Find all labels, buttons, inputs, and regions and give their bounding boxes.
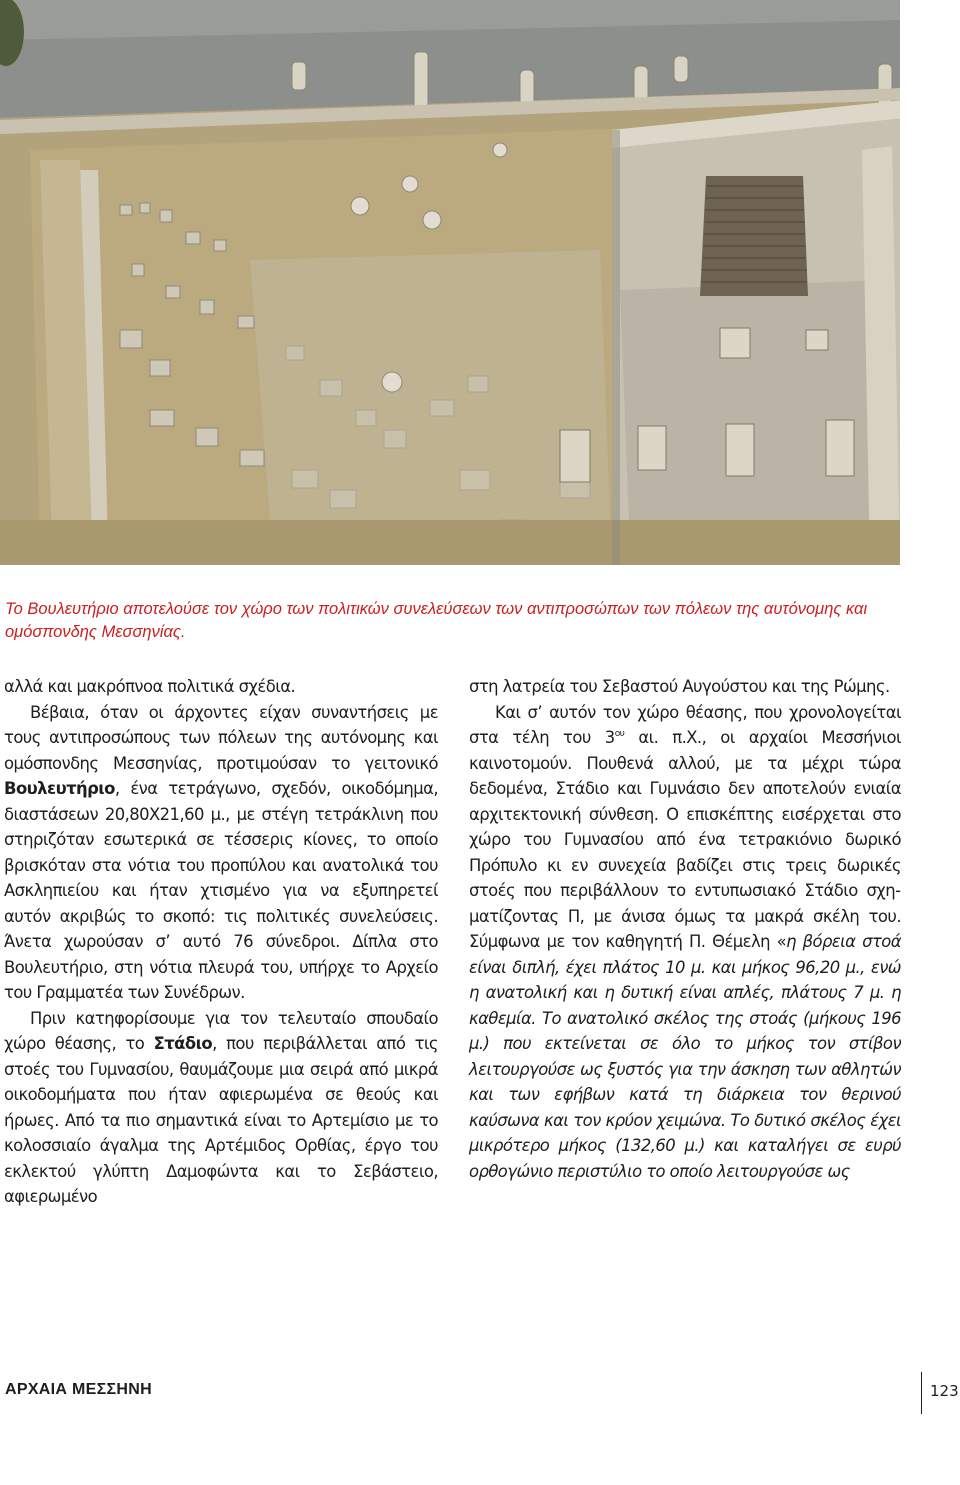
page-number: 123 bbox=[930, 1382, 959, 1400]
footer-divider bbox=[921, 1372, 922, 1414]
text-run: Πριν κατηφορίσουμε για τον τελευταίο σπουδαίο χώρο θέασης, το bbox=[4, 1008, 438, 1053]
bouleuterion-ruins-illustration bbox=[0, 0, 900, 565]
photo-caption: Το Βουλευτήριο αποτελούσε τον χώρο των πολιτικών συνελεύσεων των αντιπροσώπων των πόλεων της αυτόνομης και ομόσπονδης Μεσσηνίας. bbox=[5, 600, 868, 641]
left-text-column bbox=[4, 674, 438, 1210]
publication-title: ΑΡΧΑΙΑ ΜΕΣΣΗΝΗ bbox=[5, 1381, 152, 1398]
right-text-column bbox=[469, 674, 901, 1184]
paragraph bbox=[4, 700, 438, 1006]
paragraph bbox=[4, 1006, 438, 1210]
text-run: , ένα τετράγωνο, σχεδόν, οικοδόμημα, διαστάσεων 20,80Χ21,60 μ., με στέγη τετράκλινη που στηριζόταν εσωτερικά σε τέσσερις κίονες, το οποίο βρισκόταν στα νότια του προπύλου και ανατολικά του Ασκληπιείου και ήταν χτισμένο για να εξυπηρετεί αυτόν ακριβώς το σκοπό: τις πολιτικές συνελεύσεις. Άνετα χωρούσαν σ’ αυτό 76 σύνεδροι. Δίπλα στο Βουλευτήριο, στη νότια πλευρά του, υπήρχε το Αρχείο του Γραμματέα των Συνέδρων. bbox=[4, 779, 438, 1002]
aerial-photo bbox=[0, 0, 900, 565]
superscript: ου bbox=[614, 729, 625, 739]
text-run: , που περιβάλλεται από τις στοές του Γυμνασίου, θαυμάζουμε μια σειρά από μικρά οικοδομήματα που ήταν αφιερωμένα σε θεούς και ήρωες. Από τα πιο σημαντικά είναι το Αρτεμίσιο με το κολοσσιαίο άγαλμα της Αρτέμιδος Ορθίας, έργο του εκλεκτού γλύπτη Δαμοφώντα και το Σεβάστειο, αφιερωμένο bbox=[4, 1034, 438, 1206]
text-run: Βέβαια, όταν οι άρχοντες είχαν συναντήσεις με τους αντιπροσώπους των πόλεων της αυτόνομης και ομόσπονδης Μεσσηνίας, προτιμούσαν το γειτονικό bbox=[4, 702, 438, 773]
text-run: Και σ’ αυτόν τον χώρο θέασης, που χρονολογείται στα τέλη του 3 bbox=[469, 702, 901, 747]
bold-term: Βουλευτήριο bbox=[4, 779, 115, 798]
paragraph bbox=[469, 700, 901, 1185]
paragraph: στη λατρεία του Σεβαστού Αυγούστου και της Ρώμης. bbox=[469, 677, 890, 696]
paragraph: αλλά και μακρόπνοα πολιτικά σχέδια. bbox=[4, 677, 296, 696]
quotation: η βόρεια στοά είναι διπλή, έχει πλάτος 10 μ. και μήκος 96,20 μ., ενώ η ανατολική και η δυτική είναι απλές, πλάτους 7 μ. η καθεμία. Το ανατολικό σκέλος της στοάς (μήκους 196 μ.) που εκτείνεται σε όλο το μήκος τον στίβον λειτουργούσε ως ξυστός για την άσκηση των αθλητών και των εφήβων κατά τη διάρκεια τον θερινού καύσωνα και τον κρύον χειμώνα. Το δυτικό σκέλος έχει μικρότερο μήκος (132,60 μ.) και καταλήγει σε ευρύ ορθογώνιο περιστύλιο το οποίο λειτουργούσε ως bbox=[469, 932, 901, 1181]
text-run: αι. π.Χ., οι αρχαίοι Μεσσήνιοι καινοτομούν. Πουθενά αλλού, με τα μέχρι τώρα δεδομένα, Στάδιο και Γυμνάσιο δεν αποτελούν ενιαία αρχιτεκτονική σύνθεση. Ο επισκέπτης εισέρχεται στο χώρο του Γυμνασίου από ένα τετρακιόνιο δωρικό Πρόπυλο κι εν συνεχεία βαδίζει στις τρεις δωρικές στοές που περιβάλλουν το εντυπωσιακό Στάδιο σχηματίζοντας Π, με άνισα όμως τα μακρά σκέλη του. Σύμφωνα με τον καθηγητή Π. Θέμελη « bbox=[469, 728, 901, 951]
bold-term: Στάδιο bbox=[153, 1034, 213, 1053]
